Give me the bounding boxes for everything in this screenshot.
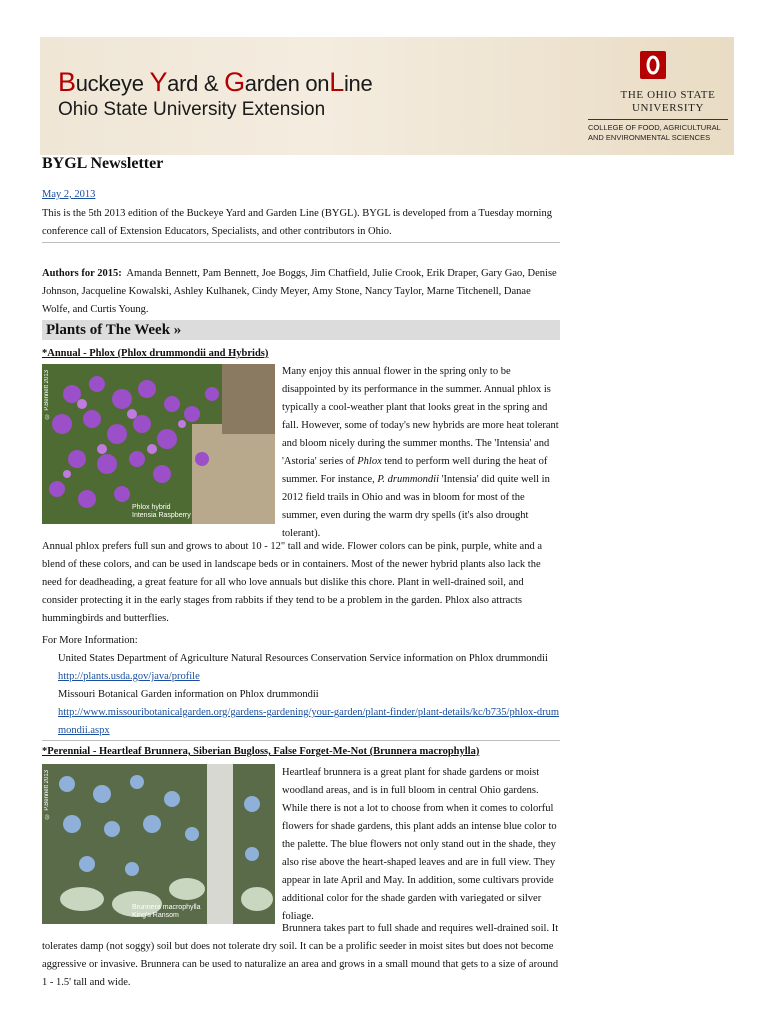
site-title[interactable]: Buckeye Yard & Garden onLine — [58, 67, 373, 97]
phlox-description: Many enjoy this annual flower in the spring only to be disappointed by its performance in the summer. Annual phlox is typically a cool-weather plant that looks great in the spring and fall. However, some of today's new hybrids are more heat tolerant and bloom nicely during the summer months. The 'Intensia' and 'Astoria' series of Phlox tend to perform well during the heat of summer. For instance, P. drummondii 'Intensia' did quite well in 2012 field trails in Ohio and was in bloom for most of the summer, even during the warm dry spells (it's also drought tolerant). — [282, 366, 559, 539]
plant-title-brunnera: *Perennial - Heartleaf Brunnera, Siberian Bugloss, False Forget-Me-Not (Brunnera macrophylla) — [42, 746, 480, 757]
osu-block-o-logo — [640, 51, 666, 79]
section-heading[interactable]: Plants of The Week » — [42, 320, 560, 340]
brunnera-description: Heartleaf brunnera is a great plant for shade gardens or moist woodland areas, and is in full bloom in central Ohio gardens. While there is not a lot to choose from when it comes to colorful flowers for shade gardens, this plant adds an intense blue color to the palette. The blue flowers not only stand out in the shade, they also rise above the heart-shaped leaves and are in full view. They appear in late April and May. In addition, some cultivars provide additional color for the shade garden with variegated or silver foliage. — [282, 767, 557, 922]
photo-credit: © P.Bennett 2013 — [44, 370, 50, 419]
newsletter-title: BYGL Newsletter — [42, 155, 164, 172]
phlox-growing-info: Annual phlox prefers full sun and grows to about 10 - 12" tall and wide. Flower colors can be pink, purple, white and a blend of these colors, and can be used in landscape beds or in containers. Most of the newer hybrid plants also lack the need for deadheading, a great feature for all who love annuals but dislike this chore. Plant in well-drained soil, and consider protecting it in the early stages from rabbits if they tend to be a problem in the garden. Phlox also attracts hummingbirds and butterflies. — [42, 541, 543, 624]
header-banner — [40, 37, 734, 155]
mobot-info-text: Missouri Botanical Garden information on Phlox drummondii — [58, 689, 319, 700]
usda-info-text: United States Department of Agriculture Natural Resources Conservation Service information on Phlox drummondii — [58, 653, 548, 664]
brunnera-growing-lead: Brunnera takes part to full shade and requires well-drained soil. It — [282, 923, 559, 934]
more-info-label: For More Information: — [42, 635, 138, 646]
photo-caption: Phlox hybrid Intensia Raspberry — [132, 504, 191, 519]
plant-title-phlox: *Annual - Phlox (Phlox drummondii and Hybrids) — [42, 348, 269, 359]
photo-caption: Brunnera macrophylla King's Ransom — [132, 904, 201, 919]
college-name: COLLEGE OF FOOD, AGRICULTURAL AND ENVIRONMENTAL SCIENCES — [588, 123, 721, 142]
photo-credit: © P.Bennett 2013 — [44, 770, 50, 819]
divider — [42, 242, 560, 243]
divider — [42, 740, 560, 741]
newsletter-date-link[interactable]: May 2, 2013 — [42, 189, 96, 200]
phlox-photo-image — [42, 364, 275, 524]
more-info-block — [42, 632, 560, 740]
brunnera-photo — [42, 764, 275, 924]
newsletter-intro: This is the 5th 2013 edition of the Buckeye Yard and Garden Line (BYGL). BYGL is developed from a Tuesday morning conference call of Extension Educators, Specialists, and other contributors in Ohio. — [42, 208, 552, 237]
logo-divider — [588, 119, 728, 120]
site-subtitle: Ohio State University Extension — [58, 99, 326, 120]
university-name: THE OHIO STATE UNIVERSITY — [620, 89, 716, 114]
phlox-photo — [42, 364, 275, 524]
authors-list: Authors for 2015: Amanda Bennett, Pam Bennett, Joe Boggs, Jim Chatfield, Julie Crook, Erik Draper, Gary Gao, Denise Johnson, Jacqueline Kowalski, Ashley Kulhanek, Cindy Meyer, Amy Stone, Nancy Taylor, Marne Titchenell, Danae Wolfe, and Curtis Young. — [42, 268, 557, 315]
mobot-link[interactable]: http://www.missouribotanicalgarden.org/gardens-gardening/your-garden/plant-finder/plant-details/kc/b735/phlox-drummondii.aspx — [58, 707, 560, 736]
usda-link[interactable]: http://plants.usda.gov/java/profile — [58, 671, 200, 682]
brunnera-photo-image — [42, 764, 275, 924]
brunnera-growing-info: tolerates damp (not soggy) soil but does not tolerate dry soil. It can be a prolific seeder in moist sites but does not become aggressive or invasive. Brunnera can be used to naturalize an area and grows in a small mound that gets to a size of around 1 - 1.5' tall and wide. — [42, 941, 559, 988]
